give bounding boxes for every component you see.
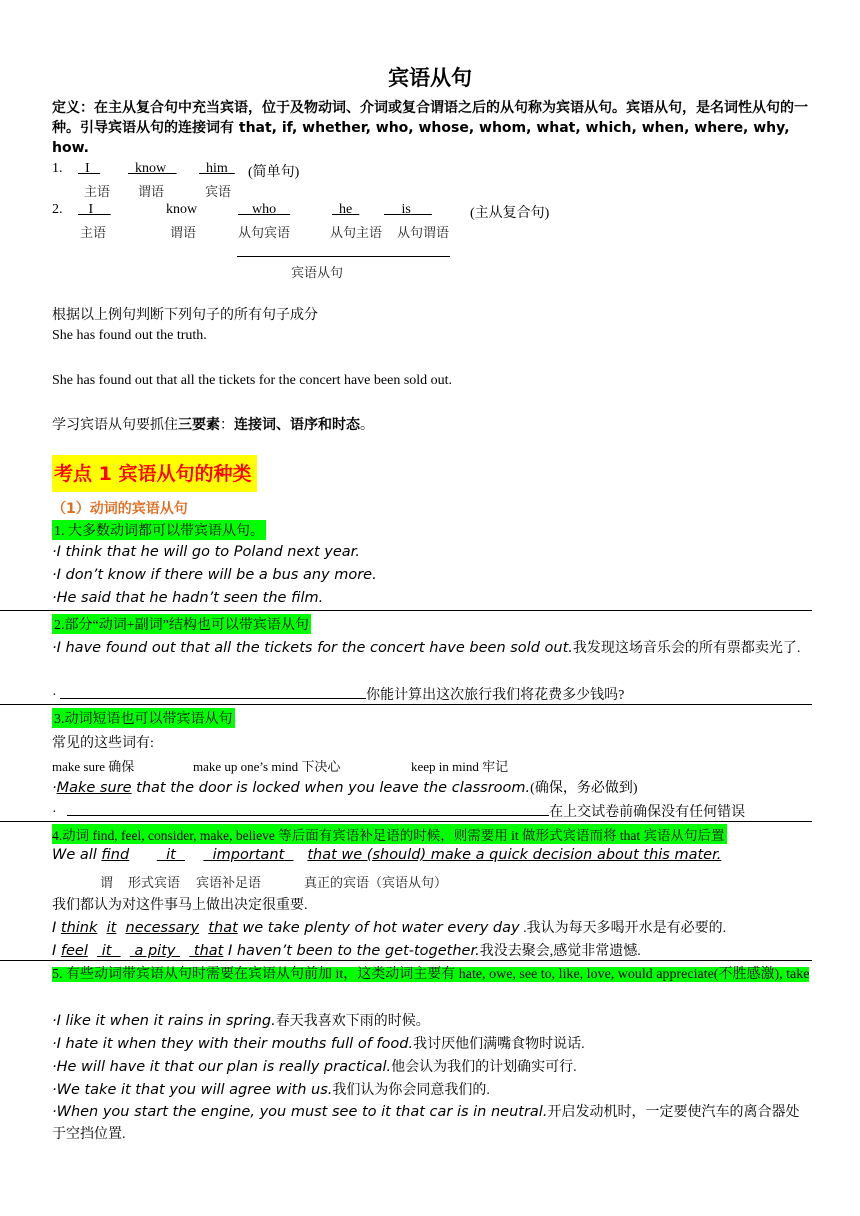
example-1-label: 主语 bbox=[84, 184, 111, 199]
example-2-word: he bbox=[339, 202, 353, 217]
item-1-sentence: ·He said that he hadn’t seen the film. bbox=[52, 590, 324, 606]
definition-paragraph: 定义：在主从复合句中充当宾语，位于及物动词、介词或复合谓语之后的从句称为宾语从句。宾语从句，是名词性从句的一种。引导宾语从句的连接词有 that, if, whether, who, whose, whom, what, which, when, where, why, how. bbox=[52, 100, 808, 156]
fill-blank[interactable] bbox=[60, 684, 366, 699]
item-4-example: We all find it important that we (should) make a quick decision about this mater. bbox=[52, 847, 722, 863]
item-1-sentence: ·I think that he will go to Poland next year. bbox=[52, 544, 360, 560]
item-4-translation: 我们都认为对这件事马上做出决定很重要. bbox=[52, 898, 308, 913]
sentence-1: She has found out the truth. bbox=[52, 328, 207, 343]
example-1-word: I bbox=[85, 161, 90, 176]
example-2-number: 2. bbox=[52, 202, 63, 217]
item-4-example: I think it necessary that we take plenty of hot water every day .我认为每天多喝开水是有必要的. bbox=[52, 920, 727, 936]
item-2-blank-sentence: · 你能计算出这次旅行我们将花费多少钱吗? bbox=[52, 684, 624, 704]
example-2-label: 主语 bbox=[80, 225, 107, 240]
item-2-sentence: ·I have found out that all the tickets for the concert have been sold out.我发现这场音乐会的所有票都卖光了. bbox=[52, 640, 801, 656]
item-4-label: 形式宾语 bbox=[128, 875, 181, 890]
example-2-word: is bbox=[401, 202, 411, 217]
example-2-note: (主从复合句) bbox=[470, 206, 550, 221]
example-1-label: 谓语 bbox=[138, 184, 165, 199]
three-elements: 学习宾语从句要抓住三要素：连接词、语序和时态。 bbox=[52, 418, 374, 433]
example-2-label: 从句主语 bbox=[330, 225, 383, 240]
example-2-word: who bbox=[252, 202, 277, 217]
item-5-sentence: ·I hate it when they with their mouths full of food.我讨厌他们满嘴食物时说话. bbox=[52, 1036, 585, 1052]
page-title: 宾语从句 bbox=[388, 66, 472, 90]
divider bbox=[0, 610, 812, 611]
kaodian-heading: 考点 1 宾语从句的种类 bbox=[52, 455, 257, 492]
example-2-label: 从句宾语 bbox=[238, 225, 291, 240]
subsection-heading: （1）动词的宾语从句 bbox=[52, 501, 188, 517]
item-3-sentence: ·Make sure that the door is locked when you leave the classroom.(确保，务必做到) bbox=[52, 780, 638, 796]
item-5-sentence: ·He will have it that our plan is really practical.他会认为我们的计划确实可行. bbox=[52, 1059, 577, 1075]
item-1-heading: 1. 大多数动词都可以带宾语从句。 bbox=[52, 520, 266, 540]
divider bbox=[0, 960, 812, 961]
divider bbox=[0, 821, 812, 822]
item-2-heading: 2.部分“动词+副词”结构也可以带宾语从句 bbox=[52, 614, 311, 634]
example-1-number: 1. bbox=[52, 161, 63, 176]
example-1-note: (简单句) bbox=[248, 165, 300, 180]
item-5-sentence: ·We take it that you will agree with us.我们认为你会同意我们的. bbox=[52, 1082, 490, 1098]
example-2-label: 谓语 bbox=[170, 225, 197, 240]
sentence-2: She has found out that all the tickets for the concert have been sold out. bbox=[52, 373, 453, 388]
analyze-prompt: 根据以上例句判断下列句子的所有句子成分 bbox=[52, 308, 318, 323]
item-3-common: 常见的这些词有: bbox=[52, 736, 154, 751]
item-4-label: 谓 bbox=[100, 875, 114, 890]
item-4-example: I feel it a pity that I haven’t been to the get-together.我没去聚会,感觉非常遗憾. bbox=[52, 943, 641, 959]
example-2-word: I bbox=[88, 202, 94, 217]
item-3-heading: 3.动词短语也可以带宾语从句 bbox=[52, 708, 235, 728]
clause-label: 宾语从句 bbox=[291, 265, 344, 280]
item-5-sentence: ·I like it when it rains in spring.春天我喜欢下雨的时候。 bbox=[52, 1013, 430, 1029]
item-1-sentence: ·I don’t know if there will be a bus any more. bbox=[52, 567, 377, 583]
fill-blank[interactable] bbox=[67, 801, 549, 816]
item-4-label: 宾语补足语 bbox=[196, 875, 262, 890]
example-1-word: know bbox=[135, 161, 167, 176]
item-3-phrase: keep in mind 牢记 bbox=[411, 759, 509, 774]
item-5-heading: 5. 有些动词带宾语从句时需要在宾语从句前加 it，这类动词主要有 hate, owe, see to, like, love, would appreciate(不胜感激), take bbox=[52, 967, 810, 982]
clause-bracket-line bbox=[237, 256, 450, 257]
item-3-blank-sentence: · 在上交试卷前确保没有任何错误 bbox=[52, 801, 745, 821]
item-4-label: 真正的宾语（宾语从句） bbox=[304, 875, 448, 890]
example-1-label: 宾语 bbox=[205, 184, 232, 199]
item-3-phrase: make up one’s mind 下决心 bbox=[193, 759, 341, 774]
item-4-heading: 4.动词 find, feel, consider, make, believe 等后面有宾语补足语的时候，则需要用 it 做形式宾语而将 that 宾语从句后置 bbox=[52, 824, 727, 844]
divider bbox=[0, 704, 812, 705]
item-3-phrase: make sure 确保 bbox=[52, 759, 135, 774]
example-2-label: 从句谓语 bbox=[397, 225, 450, 240]
example-2-word: know bbox=[166, 202, 198, 217]
example-1-word: him bbox=[206, 161, 228, 176]
item-5-sentence: ·When you start the engine, you must see to it that car is in neutral.开启发动机时，一定要使汽车的离合器处于空挡位置. bbox=[52, 1104, 800, 1142]
